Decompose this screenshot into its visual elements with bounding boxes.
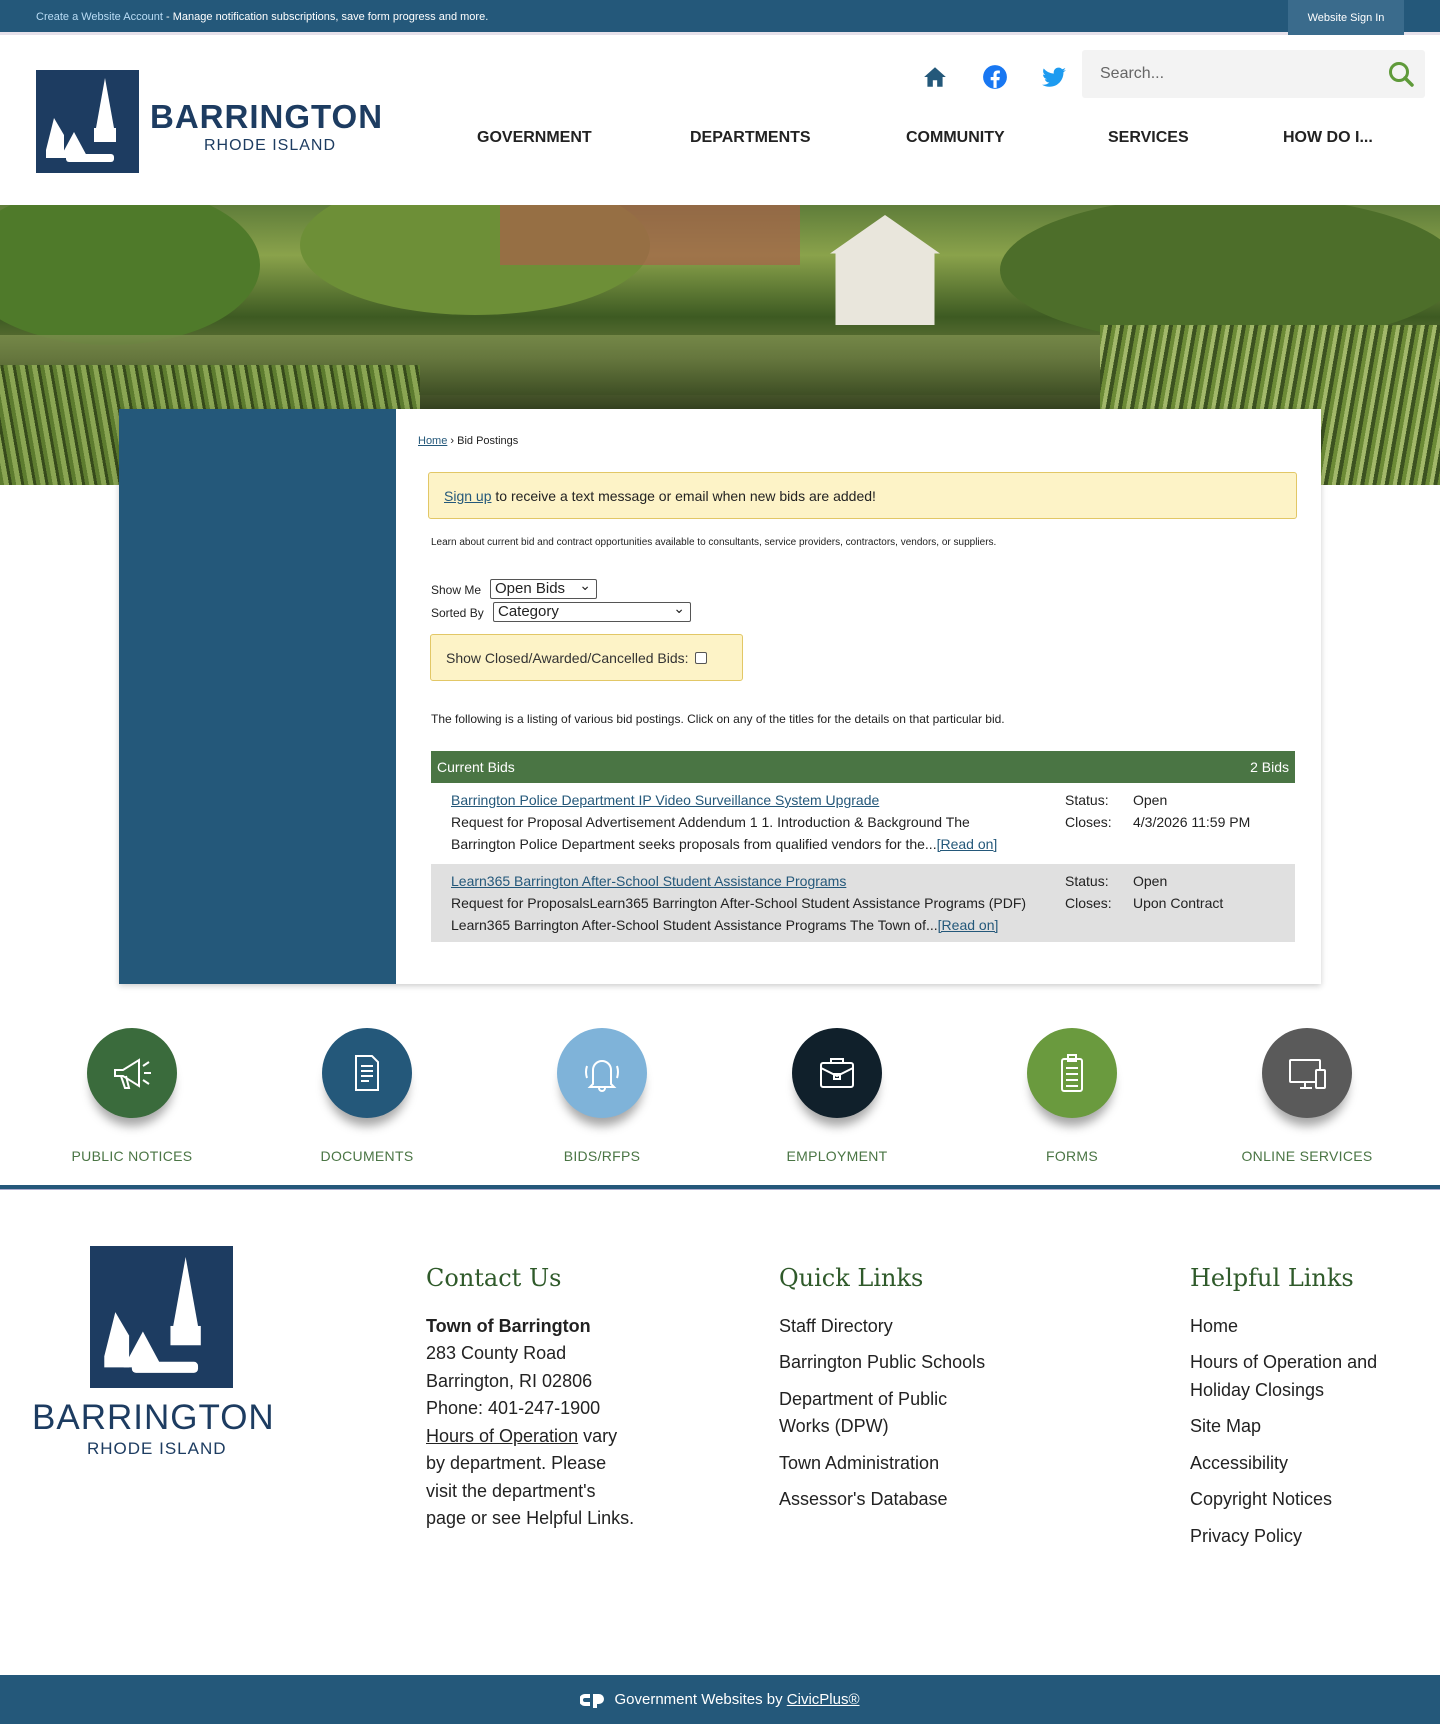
bid-summary: Request for Proposal Advertisement Addendum 1 1. Introduction & Background The [451, 814, 970, 830]
footer-link[interactable]: Home [1190, 1315, 1239, 1336]
contact-heading: Contact Us [426, 1264, 562, 1292]
read-on-link[interactable]: [Read on] [936, 836, 998, 852]
status-value: Open [1133, 873, 1168, 889]
footer-link[interactable]: Town Administration [779, 1452, 940, 1473]
helpful-links-heading: Helpful Links [1190, 1264, 1354, 1292]
account-message-text: - Manage notification subscriptions, save form progress and more. [162, 11, 489, 23]
quick-link-label: EMPLOYMENT [786, 1148, 888, 1164]
quick-link-label: DOCUMENTS [320, 1148, 414, 1164]
content-panel [119, 409, 1321, 984]
bottom-bar [0, 1675, 1440, 1724]
search-icon[interactable] [1387, 60, 1415, 88]
quick-link-forms[interactable] [982, 1028, 1162, 1164]
nav-departments[interactable]: DEPARTMENTS [690, 129, 811, 146]
footer-logo[interactable] [90, 1246, 233, 1388]
footer-link[interactable]: Hours of Operation and Holiday Closings [1190, 1352, 1378, 1400]
document-icon [322, 1028, 412, 1118]
contact-hours-text: visit the department's [426, 1480, 596, 1501]
create-account-link[interactable]: Create a Website Account [36, 11, 163, 23]
sidebar [119, 409, 396, 984]
brand-name: BARRINGTON [150, 98, 384, 135]
contact-hours-text: vary [578, 1425, 618, 1446]
bid-summary: Learn365 Barrington After-School Student Assistance Programs The Town of... [451, 917, 938, 933]
footer-link[interactable]: Barrington Public Schools [779, 1352, 986, 1372]
search-input[interactable]: Search... [1100, 65, 1165, 82]
sorted-by-label: Sorted By [431, 606, 484, 620]
quick-link-label: FORMS [1045, 1148, 1099, 1164]
closes-value: 4/3/2026 11:59 PM [1133, 814, 1251, 830]
brand-state: RHODE ISLAND [204, 137, 337, 154]
footer-link[interactable]: Copyright Notices [1190, 1489, 1333, 1509]
facebook-icon[interactable] [982, 64, 1008, 90]
bid-status [1065, 870, 1285, 936]
search-box[interactable] [1082, 50, 1425, 98]
nav-community[interactable]: COMMUNITY [906, 129, 1005, 146]
account-message [36, 11, 488, 23]
listing-text: The following is a listing of various bid postings. Click on any of the titles for the details on that particular bid. [431, 712, 1005, 726]
footer-link[interactable]: Staff Directory [779, 1315, 893, 1336]
footer-contact [426, 1265, 666, 1533]
megaphone-icon [87, 1028, 177, 1118]
nav-services[interactable]: SERVICES [1108, 129, 1189, 146]
bid-row [431, 783, 1295, 861]
current-bids-table [431, 751, 1295, 942]
bid-title-link[interactable]: Learn365 Barrington After-School Student Assistance Programs [451, 873, 847, 889]
bid-row [431, 864, 1295, 942]
nav-how-do-i[interactable]: HOW DO I... [1283, 129, 1373, 146]
contact-name: Town of Barrington [426, 1315, 591, 1336]
contact-phone: Phone: 401-247-1900 [426, 1398, 601, 1418]
devices-icon [1262, 1028, 1352, 1118]
footer-link[interactable]: Accessibility [1190, 1452, 1289, 1473]
sign-up-link[interactable]: Sign up [444, 488, 492, 504]
closes-value: Upon Contract [1133, 895, 1224, 911]
footer-divider [0, 1185, 1440, 1190]
show-closed-box [430, 634, 743, 681]
show-me-label: Show Me [431, 583, 482, 597]
website-sign-in-button[interactable]: Website Sign In [1288, 0, 1404, 35]
quick-link-label: ONLINE SERVICES [1241, 1148, 1373, 1164]
breadcrumb [418, 435, 518, 447]
footer-brand-state: RHODE ISLAND [87, 1439, 227, 1458]
quick-link-online-services[interactable] [1217, 1028, 1397, 1164]
signup-alert [428, 472, 1297, 519]
bid-text [451, 789, 1051, 855]
breadcrumb-home[interactable]: Home [418, 435, 448, 447]
briefcase-icon [792, 1028, 882, 1118]
show-me-select[interactable]: Open Bids ⌄ [490, 579, 597, 599]
hours-of-operation-link[interactable]: Hours of Operation [426, 1425, 579, 1446]
bid-status [1065, 789, 1285, 855]
closes-label: Closes: [1065, 895, 1112, 911]
contact-hours-text: by department. Please [426, 1453, 607, 1473]
top-bar [0, 0, 1440, 35]
bid-summary: Barrington Police Department seeks proposals from qualified vendors for the... [451, 836, 937, 852]
footer-helpful-links [1190, 1265, 1430, 1559]
quick-link-employment[interactable] [747, 1028, 927, 1164]
contact-hours-text: page or see Helpful Links. [426, 1508, 635, 1528]
nav-government[interactable]: GOVERNMENT [477, 129, 592, 146]
civicplus-icon [580, 1692, 604, 1708]
barrington-logo[interactable] [36, 70, 139, 173]
bid-title-link[interactable]: Barrington Police Department IP Video Surveillance System Upgrade [451, 792, 880, 808]
clipboard-icon [1027, 1028, 1117, 1118]
contact-city: Barrington, RI 02806 [426, 1370, 593, 1391]
status-value: Open [1133, 792, 1168, 808]
twitter-icon[interactable] [1041, 64, 1067, 90]
page-description: Learn about current bid and contract opportunities available to consultants, service providers, contractors, vendors, or suppliers. [431, 537, 997, 548]
footer-link[interactable]: Privacy Policy [1190, 1525, 1303, 1546]
show-closed-label: Show Closed/Awarded/Cancelled Bids: [446, 650, 689, 666]
read-on-link[interactable]: [Read on] [937, 917, 999, 933]
quick-link-label: PUBLIC NOTICES [71, 1148, 193, 1164]
show-closed-checkbox[interactable] [695, 652, 707, 664]
status-label: Status: [1065, 873, 1109, 889]
quick-link-documents[interactable] [277, 1028, 457, 1164]
breadcrumb-separator: › [447, 435, 458, 447]
bid-summary: Request for ProposalsLearn365 Barrington After-School Student Assistance Programs (PDF) [451, 895, 1027, 911]
quick-link-bids-rfps[interactable] [512, 1028, 692, 1164]
bids-count: 2 Bids [1250, 759, 1289, 775]
quick-links-heading: Quick Links [779, 1264, 924, 1292]
quick-link-public-notices[interactable] [42, 1028, 222, 1164]
main-content [396, 409, 1321, 984]
quick-link-label: BIDS/RFPS [563, 1148, 641, 1164]
bids-header-title: Current Bids [437, 759, 515, 775]
alert-text: to receive a text message or email when new bids are added! [491, 488, 876, 504]
footer-link[interactable]: Department of Public Works (DPW) [779, 1388, 948, 1436]
footer-link[interactable]: Assessor's Database [779, 1489, 948, 1509]
contact-address: 283 County Road [426, 1343, 567, 1363]
footer-link[interactable]: Site Map [1190, 1416, 1262, 1436]
breadcrumb-current: Bid Postings [457, 435, 519, 447]
bell-icon [557, 1028, 647, 1118]
bids-header [431, 751, 1295, 783]
closes-label: Closes: [1065, 814, 1112, 830]
civicplus-link[interactable]: CivicPlus® [786, 1691, 860, 1708]
footer-quick-links [779, 1265, 1019, 1523]
home-icon[interactable] [922, 64, 948, 90]
footer-brand-name: BARRINGTON [32, 1398, 275, 1437]
sorted-by-select[interactable]: Category ⌄ [493, 602, 691, 622]
bid-text [451, 870, 1051, 936]
status-label: Status: [1065, 792, 1109, 808]
bottom-text: Government Websites by [614, 1691, 787, 1708]
